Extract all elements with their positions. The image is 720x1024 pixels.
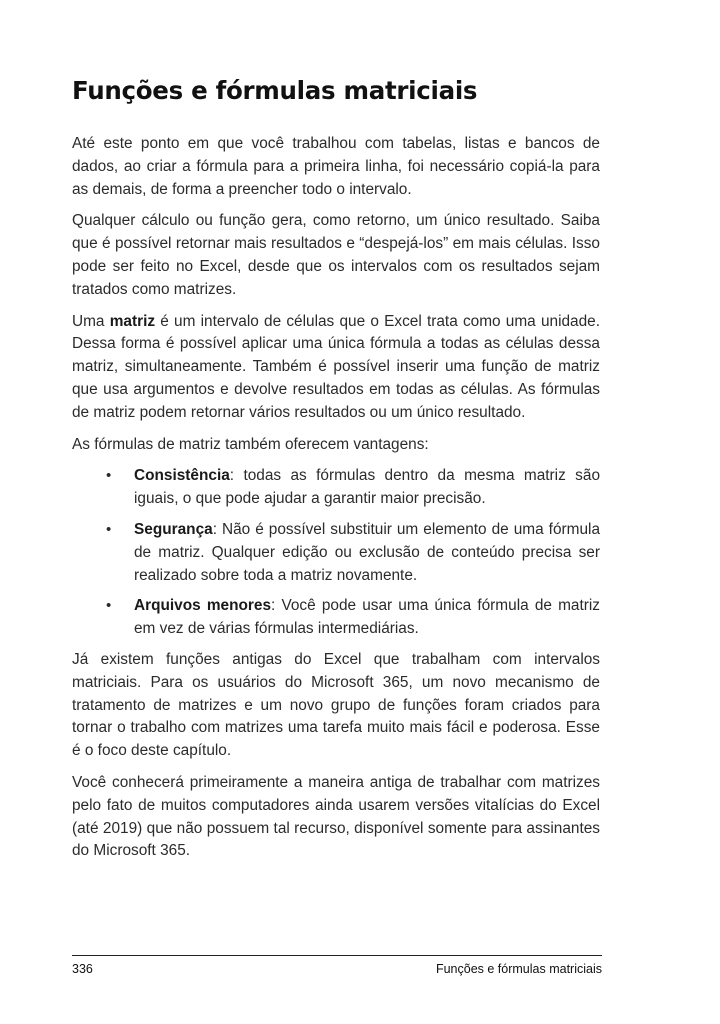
advantages-list xyxy=(72,465,600,641)
list-item-term: Consistência xyxy=(134,467,230,485)
bullet-icon: • xyxy=(106,467,112,485)
matrix-intro-text: Uma xyxy=(72,312,110,330)
matrix-term: matriz xyxy=(109,312,156,330)
page-body xyxy=(72,133,600,872)
paragraph-matrix-definition xyxy=(72,311,600,425)
bullet-icon: • xyxy=(106,520,112,538)
footer-divider xyxy=(72,955,602,956)
list-item-consistency xyxy=(72,465,600,511)
running-title: Funções e fórmulas matriciais xyxy=(435,962,602,976)
paragraph-microsoft-365: Já existem funções antigas do Excel que trabalham com intervalos matriciais. Para os usuários do Microsoft 365, um novo mecanismo de tratamento de matrizes e um novo grupo de funções foram criados para tornar o trabalho com matrizes uma tarefa muito mais fácil e poderosa. Esse é o foco deste capítulo. xyxy=(72,650,600,760)
list-item-term: Arquivos menores xyxy=(134,597,272,615)
list-item-term: Segurança xyxy=(134,520,213,538)
list-item-smaller-files xyxy=(72,595,600,641)
page-number: 336 xyxy=(72,962,93,976)
list-item-text: : Você pode usar uma única fórmula de matriz em vez de várias fórmulas intermediárias. xyxy=(134,597,600,638)
list-item-text: : Não é possível substituir um elemento de uma fórmula de matriz. Qualquer edição ou exclusão de conteúdo precisa ser realizado sobre toda a matriz novamente. xyxy=(134,520,600,584)
paragraph-old-method: Você conhecerá primeiramente a maneira antiga de trabalhar com matrizes pelo fato de muitos computadores ainda usarem versões vitalícias do Excel (até 2019) que não possuem tal recurso, disponível somente para assinantes do Microsoft 365. xyxy=(72,773,600,860)
paragraph-single-result: Qualquer cálculo ou função gera, como retorno, um único resultado. Saiba que é possível retornar mais resultados e “despejá-los” em mais células. Isso pode ser feito no Excel, desde que os intervalos com os resultados sejam tratados como matrizes. xyxy=(72,212,600,298)
chapter-title: Funções e fórmulas matriciais xyxy=(72,76,478,105)
paragraph-intro: Até este ponto em que você trabalhou com tabelas, listas e bancos de dados, ao criar a fórmula para a primeira linha, foi necessário copiá-la para as demais, de forma a preencher todo o intervalo. xyxy=(72,135,600,198)
bullet-icon: • xyxy=(106,597,112,615)
list-item-text: : todas as fórmulas dentro da mesma matriz são iguais, o que pode ajudar a garantir maior precisão. xyxy=(134,467,600,508)
list-item-security xyxy=(72,519,600,587)
matrix-definition-text: é um intervalo de células que o Excel trata como uma unidade. Dessa forma é possível aplicar uma única fórmula a todas as células dessa matriz, simultaneamente. Também é possível inserir uma função de matriz que usa argumentos e devolve resultados em todas as células. As fórmulas de matriz podem retornar vários resultados ou um único resultado. xyxy=(72,312,601,421)
paragraph-advantages-intro: As fórmulas de matriz também oferecem vantagens: xyxy=(72,435,429,453)
